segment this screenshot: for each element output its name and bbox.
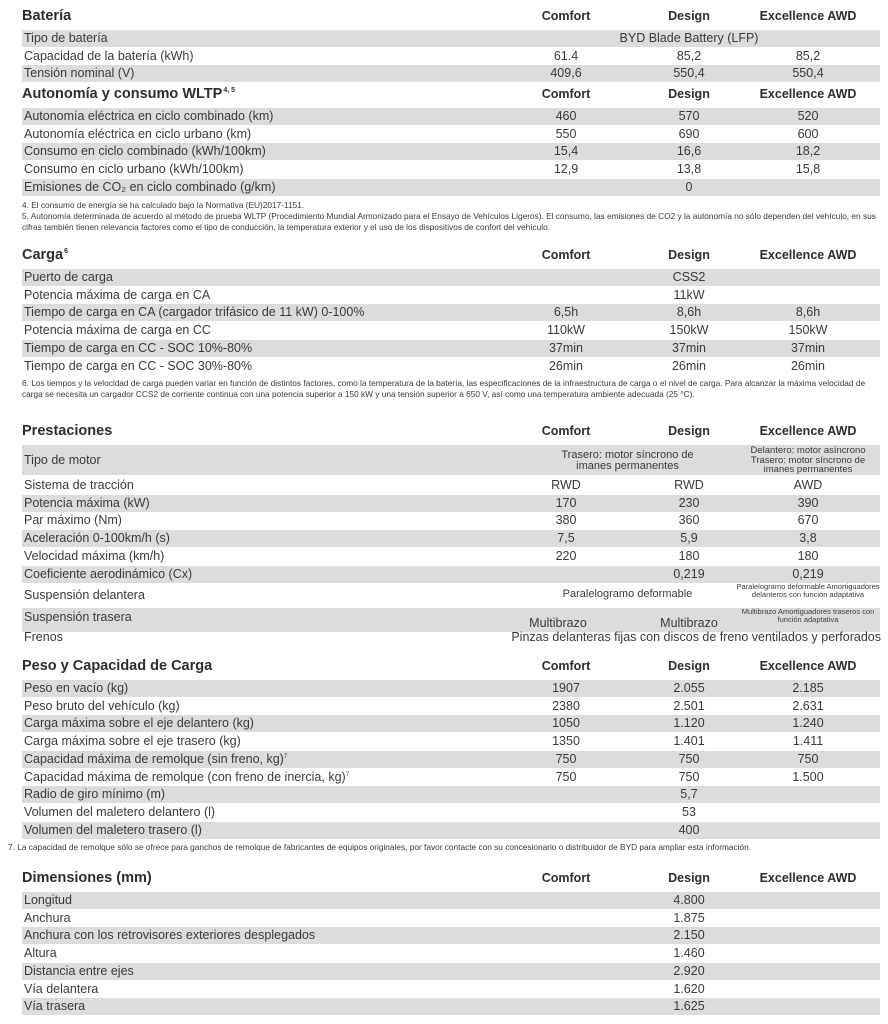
column-header-excellence-awd: Excellence AWD [759, 87, 857, 101]
section-title-text: Autonomía y consumo WLTP [22, 86, 223, 102]
row-label-text: Emisiones de CO₂ en ciclo combinado (g/km) [24, 179, 276, 194]
cell-value: 1.460 [673, 946, 705, 961]
cell-value: Delantero: motor asíncrono Trasero: motor síncrono de imanes permanentes [750, 445, 866, 475]
row-label [24, 823, 202, 837]
cell-value: 85,2 [676, 48, 702, 63]
row-label-text: Tiempo de carga en CC - SOC 30%-80% [24, 358, 253, 373]
cell-value: 1350 [552, 734, 580, 749]
cell-value: 0 [685, 179, 693, 194]
row-label [24, 699, 180, 713]
cell-value: 670 [797, 513, 819, 528]
section-header [0, 247, 888, 265]
column-header-excellence-awd: Excellence AWD [759, 9, 857, 23]
cell-value: 8,6h [795, 305, 821, 320]
cell-value: 26min [548, 358, 584, 373]
cell-value: 1.875 [673, 910, 705, 925]
table-row [22, 304, 880, 321]
cell-value: Multibrazo Amortiguadores traseros con función adaptativa [741, 607, 875, 624]
cell-value: 3,8 [799, 531, 817, 546]
column-header-design: Design [668, 659, 710, 673]
cell-value: 1.240 [792, 716, 824, 731]
column-header-excellence-awd: Excellence AWD [759, 424, 857, 438]
row-label: Suspensión trasera [24, 610, 132, 625]
row-label [24, 928, 315, 942]
row-label [24, 66, 134, 80]
cell-value: 570 [678, 109, 700, 123]
table-row [22, 143, 880, 160]
column-header-excellence-awd: Excellence AWD [759, 871, 857, 885]
table-row [22, 998, 880, 1015]
footnote: 6. Los tiempos y la velocidad de carga pueden variar en función de distintos factores, como la temperatura de la batería, las especificaciones de la infraestructura de carga o el nivel de carga. Para alcanzar la máxima velocidad de carga se necesita un cargador CCS2 de corriente continua con una potencia superior a 150 kW y una tensión superior a 650 V, así como una temperatura ambiente adecuada (25 °C). [22, 378, 866, 400]
column-header-excellence-awd: Excellence AWD [759, 248, 857, 262]
cell-value: 1907 [552, 681, 580, 695]
cell-value: 2.501 [673, 698, 705, 713]
table-row [22, 733, 880, 750]
section-title-text: Batería [22, 8, 72, 24]
row-label-text: Capacidad máxima de remolque (con freno de inercia, kg) [24, 769, 346, 784]
table-row [22, 822, 880, 839]
row-label-text: Radio de giro mínimo (m) [24, 787, 166, 802]
table-row [22, 715, 880, 732]
section-title [22, 658, 212, 674]
table-row [22, 892, 880, 909]
table-row [22, 108, 880, 125]
table-row [22, 910, 880, 927]
cell-value: 690 [678, 126, 700, 141]
cell-value: 53 [682, 804, 696, 819]
row-label [24, 513, 122, 527]
cell-value: 6,5h [553, 305, 579, 320]
cell-value: 750 [678, 769, 700, 784]
row-label [24, 752, 287, 766]
row-label-text: Tiempo de carga en CC - SOC 10%-80% [24, 340, 253, 355]
cell-value: CSS2 [672, 270, 706, 284]
cell-value: 750 [555, 769, 577, 784]
section-title [22, 870, 152, 886]
row-label [24, 109, 273, 123]
cell-value: 26min [671, 358, 707, 373]
cell-value: 16,6 [676, 144, 702, 159]
table-row [22, 530, 880, 547]
row-label-text: Velocidad máxima (km/h) [24, 548, 165, 563]
cell-value: 550 [555, 126, 577, 141]
row-label-text: Coeficiente aerodinámico (Cx) [24, 566, 193, 581]
cell-value: Trasero: motor síncrono de imanes permanentes [561, 449, 694, 472]
row-label [24, 127, 251, 141]
row-label-text: Autonomía eléctrica en ciclo combinado (km) [24, 109, 274, 123]
section-header [0, 870, 888, 888]
row-label [24, 162, 244, 176]
column-header-design: Design [668, 424, 710, 438]
cell-value: 750 [797, 751, 819, 766]
cell-value: 1.411 [792, 734, 824, 749]
row-label: Tipo de motor [24, 453, 101, 467]
cell-value: 750 [678, 751, 700, 766]
table-row [22, 126, 880, 143]
row-label [24, 982, 98, 996]
column-header-comfort: Comfort [541, 9, 591, 23]
row-label-text: Potencia máxima de carga en CC [24, 323, 211, 338]
table-row [22, 179, 880, 196]
cell-value: RWD [551, 478, 581, 492]
cell-value: 750 [555, 751, 577, 766]
cell-value: 13,8 [676, 162, 702, 177]
cell-value: 150kW [669, 323, 709, 338]
table-row [22, 161, 880, 178]
section-title-text: Prestaciones [22, 423, 113, 439]
table-row [22, 566, 880, 583]
cell-value: 1.401 [673, 734, 705, 749]
row-label: Frenos [24, 630, 63, 645]
cell-value: 37min [548, 340, 584, 355]
column-header-comfort: Comfort [541, 871, 591, 885]
row-label-text: Carga máxima sobre el eje trasero (kg) [24, 734, 241, 749]
cell-value: 18,2 [795, 144, 821, 159]
cell-value: Paralelogramo deformable [562, 588, 693, 601]
cell-value: 460 [555, 109, 577, 123]
row-label [24, 964, 134, 978]
cell-value: 2.631 [792, 698, 824, 713]
cell-value: 12,9 [553, 162, 579, 177]
table-row [22, 769, 880, 786]
row-label [24, 288, 210, 302]
column-header-comfort: Comfort [541, 248, 591, 262]
row-label [24, 341, 252, 355]
row-label-text: Volumen del maletero trasero (l) [24, 822, 202, 837]
row-label [24, 180, 275, 194]
cell-value: 2.920 [673, 963, 705, 978]
row-label [24, 787, 165, 801]
row-label [24, 893, 72, 907]
table-row [22, 48, 880, 65]
row-label [24, 496, 150, 510]
row-label-text: Vía trasera [24, 999, 86, 1014]
table-row [22, 629, 880, 646]
row-label [24, 323, 211, 337]
cell-value: 180 [678, 548, 700, 563]
cell-value: 390 [797, 495, 819, 510]
table-row [22, 583, 880, 607]
footnote-ref: 7 [345, 771, 350, 778]
column-header-design: Design [668, 248, 710, 262]
cell-value: 2.150 [673, 928, 705, 943]
cell-value: 380 [555, 513, 577, 528]
row-label-text: Vía delantera [24, 981, 99, 996]
cell-value: 2380 [552, 698, 580, 713]
table-row [22, 945, 880, 962]
cell-value: 1.500 [792, 769, 824, 784]
cell-value: 37min [790, 340, 826, 355]
row-label-text: Consumo en ciclo urbano (kWh/100km) [24, 162, 244, 177]
cell-value: 37min [671, 340, 707, 355]
row-label-text: Capacidad de la batería (kWh) [24, 48, 194, 63]
cell-value: 1050 [552, 716, 580, 731]
cell-value: 4.800 [673, 893, 705, 907]
row-label-text: Tiempo de carga en CA (cargador trifásico de 11 kW) 0-100% [24, 305, 365, 320]
row-label-text: Capacidad máxima de remolque (sin freno, kg) [24, 751, 284, 766]
column-header-comfort: Comfort [541, 424, 591, 438]
table-row [22, 477, 880, 494]
cell-value: 1.120 [673, 716, 705, 731]
column-header-design: Design [668, 871, 710, 885]
cell-value: Multibrazo [660, 616, 718, 631]
table-row [22, 698, 880, 715]
cell-value: 550,4 [673, 66, 705, 81]
row-label-text: Puerto de carga [24, 270, 113, 284]
footnote: 4. El consumo de energía se ha calculado bajo la Normativa (EU)2017-1151. [22, 199, 305, 210]
table-row [22, 322, 880, 339]
cell-value: 7,5 [557, 531, 575, 546]
cell-value: 180 [797, 548, 819, 563]
cell-value: 5,7 [680, 787, 698, 802]
row-label-text: Anchura con los retrovisores exteriores desplegados [24, 928, 316, 943]
cell-value: RWD [674, 478, 704, 492]
cell-value: 2.055 [673, 681, 705, 695]
table-row [22, 495, 880, 512]
section-title [22, 423, 112, 439]
section-title [22, 8, 71, 24]
row-label [24, 31, 108, 45]
footnote: 7. La capacidad de remolque sólo se ofrece para ganchos de remolque de fabricantes de equipos originales, por favor contacte con su concesionario o distribuidor de BYD para ampliar esta información. [8, 842, 752, 853]
row-label [24, 359, 252, 373]
row-label [24, 144, 266, 158]
cell-value: 11kW [673, 287, 705, 302]
row-label [24, 999, 85, 1013]
row-label-text: Volumen del maletero delantero (l) [24, 804, 216, 819]
column-header-design: Design [668, 87, 710, 101]
row-label [24, 734, 241, 748]
cell-value: 170 [555, 495, 577, 510]
cell-value: 110kW [547, 323, 585, 338]
row-label: Suspensión delantera [24, 588, 145, 603]
row-label [24, 681, 128, 695]
cell-value: 150kW [788, 323, 828, 338]
cell-value: 600 [797, 126, 819, 141]
row-label [24, 946, 57, 960]
table-row [22, 963, 880, 980]
row-label-text: Carga máxima sobre el eje delantero (kg) [24, 716, 254, 731]
row-label-text: Tensión nominal (V) [24, 66, 135, 81]
row-label-text: Potencia máxima (kW) [24, 495, 150, 510]
section-header [0, 423, 888, 441]
cell-value: 15,4 [553, 144, 579, 159]
row-label [24, 716, 254, 730]
cell-value: AWD [793, 478, 823, 492]
table-row [22, 981, 880, 998]
cell-value: Multibrazo [529, 616, 587, 631]
table-row [22, 287, 880, 304]
footnote-ref: 4, 5 [223, 87, 235, 94]
row-label-text: Altura [24, 946, 57, 961]
row-label [24, 911, 71, 925]
cell-value: 230 [678, 495, 700, 510]
cell-value: 360 [678, 513, 700, 528]
row-label-text: Tipo de batería [24, 31, 108, 45]
cell-value: 8,6h [676, 305, 702, 320]
table-row [22, 512, 880, 529]
row-label-text: Longitud [24, 893, 72, 907]
section-header [0, 8, 888, 26]
cell-value: 400 [678, 822, 700, 837]
cell-value: 15,8 [795, 162, 821, 177]
row-label [24, 805, 215, 819]
cell-value: 1.625 [673, 999, 705, 1014]
row-label-text: Par máximo (Nm) [24, 513, 122, 528]
cell-value: 85,2 [795, 48, 821, 63]
table-row [22, 269, 880, 286]
cell-value: 2.185 [792, 681, 824, 695]
table-row [22, 340, 880, 357]
cell-value: 5,9 [680, 531, 698, 546]
table-row [22, 30, 880, 47]
column-header-comfort: Comfort [541, 659, 591, 673]
row-label-text: Distancia entre ejes [24, 963, 134, 978]
row-label-text: Sistema de tracción [24, 478, 134, 492]
footnote-ref: 6 [64, 248, 69, 255]
table-row [22, 751, 880, 768]
row-label [24, 305, 364, 319]
row-label [24, 567, 192, 581]
section-header [0, 86, 888, 104]
cell-value: 220 [555, 548, 577, 563]
row-label-text: Consumo en ciclo combinado (kWh/100km) [24, 144, 266, 159]
cell-value: 1.620 [673, 981, 705, 996]
cell-value: Pinzas delanteras fijas con discos de freno ventilados y perforados [511, 630, 881, 645]
cell-value: BYD Blade Battery (LFP) [619, 31, 759, 45]
row-label [24, 770, 349, 784]
table-row [22, 445, 880, 475]
row-label [24, 531, 170, 545]
section-title [22, 247, 68, 263]
row-label-text: Peso en vacío (kg) [24, 681, 129, 695]
section-title-text: Dimensiones (mm) [22, 870, 152, 886]
column-header-design: Design [668, 9, 710, 23]
row-label [24, 49, 194, 63]
footnote: 5. Autonomía determinada de acuerdo al método de prueba WLTP (Procedimiento Mundial Armonizado para el Ensayo de Vehículos Ligeros). El consumo, las emisiones de CO2 y la autonomía no sólo dependen del vehículo, en sus cifras también tienen relevancia factores como el tipo de conducción, la temperatura exterior y el uso de los dispositivos de confort del vehículo. [22, 210, 876, 232]
row-label [24, 549, 164, 563]
row-label [24, 270, 113, 284]
row-label-text: Anchura [24, 910, 71, 925]
table-row [22, 927, 880, 944]
section-header [0, 658, 888, 676]
row-label-text: Peso bruto del vehículo (kg) [24, 698, 180, 713]
cell-value: 550,4 [792, 66, 824, 81]
cell-value: 61.4 [553, 48, 579, 63]
cell-value: 0,219 [673, 566, 705, 581]
table-row [22, 804, 880, 821]
cell-value: Paralelogramo deformable Amortiguadores delanteros con función adaptativa [736, 582, 880, 599]
row-label-text: Potencia máxima de carga en CA [24, 287, 211, 302]
row-label-text: Aceleración 0-100km/h (s) [24, 531, 170, 546]
row-label-text: Autonomía eléctrica en ciclo urbano (km) [24, 126, 252, 141]
table-row [22, 680, 880, 697]
column-header-comfort: Comfort [541, 87, 591, 101]
section-title [22, 86, 235, 102]
table-row [22, 65, 880, 82]
table-row [22, 548, 880, 565]
table-row [22, 358, 880, 375]
cell-value: 0,219 [792, 566, 824, 581]
row-label [24, 478, 134, 492]
section-title-text: Peso y Capacidad de Carga [22, 658, 213, 674]
footnote-ref: 7 [283, 753, 288, 760]
cell-value: 520 [797, 109, 819, 123]
cell-value: 26min [790, 358, 826, 373]
cell-value: 409,6 [550, 66, 582, 81]
section-title-text: Carga [22, 247, 64, 263]
column-header-excellence-awd: Excellence AWD [759, 659, 857, 673]
table-row [22, 786, 880, 803]
